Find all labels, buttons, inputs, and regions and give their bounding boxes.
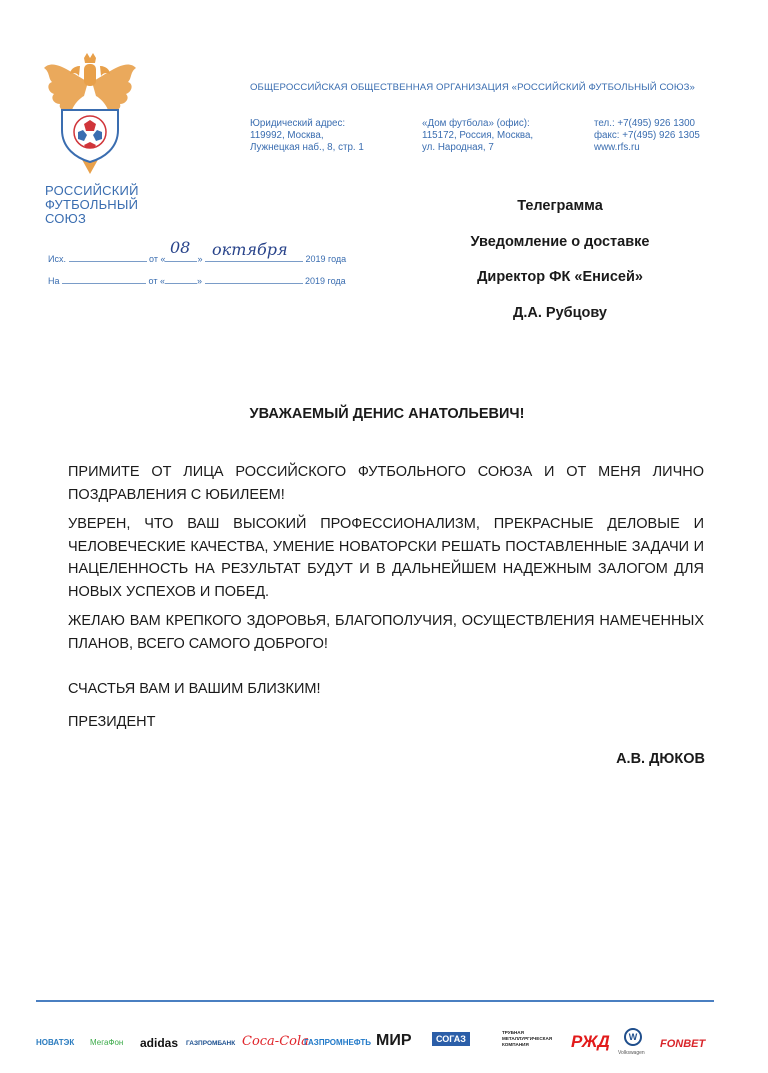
sponsor-coca-cola: Coca-Cola	[242, 1034, 309, 1049]
sponsor-novatek: НОВАТЭК	[36, 1038, 75, 1047]
incoming-reference: На от « » 2019 года	[48, 276, 346, 286]
blank-line	[205, 274, 303, 284]
paragraph: ЖЕЛАЮ ВАМ КРЕПКОГО ЗДОРОВЬЯ, БЛАГОПОЛУЧИЯ, ОСУЩЕСТВЛЕНИЯ НАМЕЧЕННЫХ ПЛАНОВ, ВСЕГО САМОГО ДОБРОГО!	[68, 613, 704, 652]
signer-name: А.В. ДЮКОВ	[616, 751, 705, 767]
year-label: 2019 года	[305, 254, 347, 264]
logo-line: ФУТБОЛЬНЫЙ	[45, 197, 139, 212]
legal-address	[250, 118, 364, 154]
logo-line: РОССИЙСКИЙ	[45, 183, 139, 198]
blank-line	[165, 274, 197, 284]
sponsor-logos	[30, 1016, 720, 1066]
contacts	[594, 118, 700, 154]
from-label: от «	[148, 276, 165, 286]
blank-line	[69, 252, 147, 262]
address-line: ул. Народная, 7	[422, 142, 494, 153]
handwritten-month: октября	[212, 240, 288, 259]
organization-full-name: ОБЩЕРОССИЙСКАЯ ОБЩЕСТВЕННАЯ ОРГАНИЗАЦИЯ «РОССИЙСКИЙ ФУТБОЛЬНЫЙ СОЮЗ»	[250, 82, 695, 93]
logo-wordmark	[45, 184, 195, 226]
vw-emblem-icon: W	[624, 1028, 642, 1046]
fax: факс: +7(495) 926 1305	[594, 130, 700, 141]
sponsor-adidas: adidas	[140, 1036, 179, 1050]
website: www.rfs.ru	[594, 142, 640, 153]
paragraph: УВЕРЕН, ЧТО ВАШ ВЫСОКИЙ ПРОФЕССИОНАЛИЗМ, ПРЕКРАСНЫЕ ДЕЛОВЫЕ И ЧЕЛОВЕЧЕСКИЕ КАЧЕСТВА, УМЕНИЕ НОВАТОРСКИ РЕШАТЬ ПОСТАВЛЕННЫЕ ЗАДАЧИ И НАЦЕЛЕННОСТЬ НА РЕЗУЛЬТАТ БУДУТ И В ДАЛЬНЕЙШЕМ НАДЕЖНЫМ ЗАЛОГОМ ДЛЯ НОВЫХ УСПЕХОВ И ПОБЕД.	[68, 516, 704, 600]
address-line: 115172, Россия, Москва,	[422, 130, 534, 141]
sponsor-volkswagen: Volkswagen	[618, 1050, 645, 1056]
address-line: «Дом футбола» (офис):	[422, 118, 530, 129]
sponsor-gazprombank: ГАЗПРОМБАНК	[186, 1040, 236, 1047]
paragraph: ПРИМИТЕ ОТ ЛИЦА РОССИЙСКОГО ФУТБОЛЬНОГО СОЮЗА И ОТ МЕНЯ ЛИЧНО ПОЗДРАВЛЕНИЯ С ЮБИЛЕЕМ!	[68, 464, 704, 503]
recipient-name: Д.А. Рубцову	[513, 304, 607, 321]
sponsor-rzd: РЖД	[571, 1032, 610, 1051]
rfs-emblem	[40, 52, 140, 177]
address-line: Юридический адрес:	[250, 118, 346, 129]
sponsor-sogaz: СОГАЗ	[432, 1032, 470, 1046]
sponsor-gazpromneft: ГАЗПРОМНЕФТЬ	[304, 1038, 371, 1047]
from-label: от «	[149, 254, 166, 264]
recipient-position: Директор ФК «Енисей»	[477, 269, 643, 285]
out-label: Исх.	[48, 254, 66, 264]
address-line: 119992, Москва,	[250, 130, 324, 141]
year-label: 2019 года	[305, 276, 346, 286]
footer-divider	[36, 1000, 714, 1002]
blank-line	[62, 274, 146, 284]
office-address	[422, 118, 533, 154]
logo-line: СОЮЗ	[45, 211, 86, 226]
sponsor-fonbet: FONBET	[660, 1038, 706, 1050]
sponsor-mir: МИР	[376, 1032, 412, 1049]
salutation: УВАЖАЕМЫЙ ДЕНИС АНАТОЛЬЕВИЧ!	[249, 406, 525, 422]
eagle-emblem-icon	[40, 52, 140, 177]
telegram-label: Телеграмма	[517, 198, 603, 214]
address-line: Лужнецкая наб., 8, стр. 1	[250, 142, 364, 153]
outgoing-reference: Исх. от « » 2019 года	[48, 254, 347, 264]
phone: тел.: +7(495) 926 1300	[594, 118, 696, 129]
in-label: На	[48, 276, 60, 286]
addressee-block	[440, 197, 680, 339]
sponsor-tmk: ТРУБНАЯ МЕТАЛЛУРГИЧЕСКАЯ КОМПАНИЯ	[502, 1030, 553, 1047]
paragraph: СЧАСТЬЯ ВАМ И ВАШИМ БЛИЗКИМ!	[68, 681, 321, 697]
delivery-notice: Уведомление о доставке	[470, 233, 650, 250]
signer-title: ПРЕЗИДЕНТ	[68, 714, 156, 730]
handwritten-day: 08	[170, 238, 191, 257]
sponsor-megafon: МегаФон	[90, 1038, 124, 1047]
